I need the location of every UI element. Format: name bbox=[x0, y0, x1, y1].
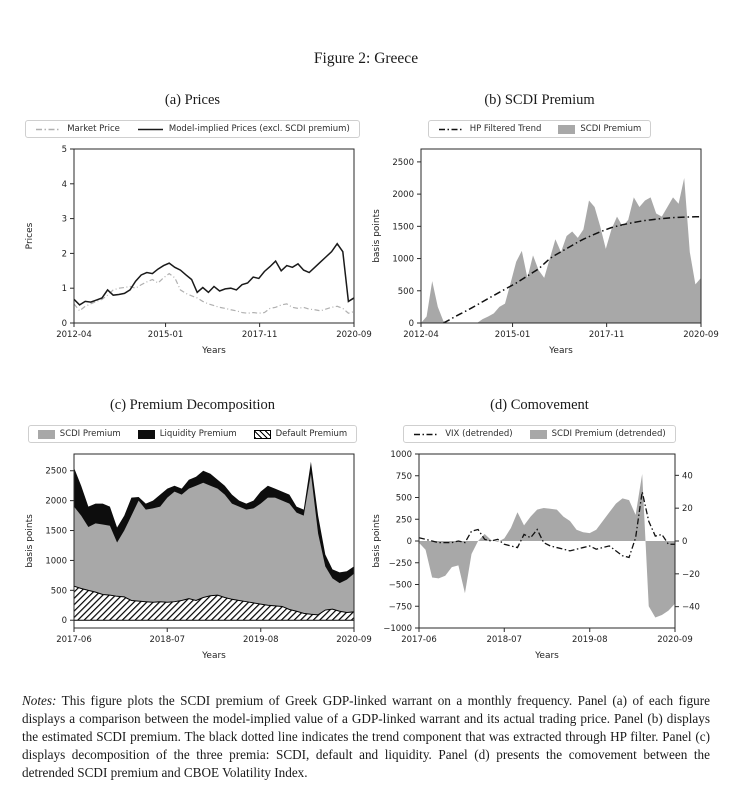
chart-c-premium-decomposition bbox=[22, 446, 372, 662]
chart-d-comovement bbox=[369, 446, 711, 662]
y-tick-label: −250 bbox=[388, 558, 412, 569]
chart-b-scdi-premium bbox=[369, 141, 719, 357]
legend-item bbox=[137, 124, 350, 134]
y-axis-label: basis points bbox=[371, 514, 382, 568]
x-tick-label: 2018-07 bbox=[148, 635, 185, 645]
x-tick-label: 2012-04 bbox=[55, 330, 92, 340]
panel-c-title: (c) Premium Decomposition bbox=[109, 397, 276, 413]
notes-label: Notes: bbox=[22, 693, 57, 708]
legend-dashdot-line-swatch bbox=[35, 125, 62, 134]
legend-label: VIX (detrended) bbox=[445, 429, 513, 439]
y-tick-label: 1500 bbox=[391, 222, 414, 233]
legend-item bbox=[138, 429, 237, 439]
y-tick-label: 2000 bbox=[391, 190, 414, 201]
y-tick-label: 500 bbox=[395, 493, 412, 504]
panel-a-legend bbox=[25, 120, 360, 138]
y-tick-label: 2000 bbox=[44, 496, 67, 507]
x-tick-label: 2015-01 bbox=[494, 330, 530, 340]
figure-notes bbox=[22, 692, 710, 782]
scdi-premium-area bbox=[421, 178, 701, 323]
plot-border bbox=[74, 149, 354, 323]
panel-b-title: (b) SCDI Premium bbox=[484, 92, 595, 108]
y-tick-label: 5 bbox=[61, 145, 67, 155]
y-tick-label: 0 bbox=[406, 537, 412, 547]
y-tick-label: 1500 bbox=[44, 526, 67, 537]
legend-dashdot-line-swatch bbox=[413, 430, 440, 439]
panel-a-title: (a) Prices bbox=[164, 92, 221, 108]
model-implied-line bbox=[74, 244, 354, 305]
x-tick-label: 2020-09 bbox=[656, 635, 693, 645]
y-tick-label: −1000 bbox=[382, 624, 412, 634]
y-axis-label: Prices bbox=[24, 222, 35, 250]
y-tick-label: 1000 bbox=[389, 450, 412, 460]
y-tick-label: 4 bbox=[61, 179, 67, 190]
legend-label: Liquidity Premium bbox=[159, 429, 237, 439]
x-tick-label: 2020-09 bbox=[335, 635, 372, 645]
y-tick-label: 2500 bbox=[391, 157, 414, 168]
x-tick-label: 2017-06 bbox=[400, 635, 437, 645]
y2-tick-label: 40 bbox=[681, 471, 693, 482]
chart-a-prices bbox=[22, 141, 372, 357]
y-tick-label: 0 bbox=[61, 616, 67, 627]
legend-item bbox=[38, 429, 121, 439]
y-tick-label: 2 bbox=[61, 249, 67, 260]
legend-item bbox=[35, 124, 120, 134]
x-tick-label: 2012-04 bbox=[402, 330, 439, 340]
x-tick-label: 2017-06 bbox=[55, 635, 92, 645]
legend-label: HP Filtered Trend bbox=[469, 124, 542, 134]
x-axis-label: Years bbox=[201, 346, 226, 356]
x-tick-label: 2019-08 bbox=[242, 635, 279, 645]
panel-c-legend bbox=[28, 425, 357, 443]
legend-item bbox=[254, 429, 348, 439]
panel-grid bbox=[20, 92, 719, 662]
legend-solid-line-swatch bbox=[137, 125, 164, 134]
y-tick-label: −750 bbox=[388, 602, 412, 613]
x-tick-label: 2020-09 bbox=[682, 330, 719, 340]
panel-d-title: (d) Comovement bbox=[490, 397, 589, 413]
y-tick-label: 750 bbox=[395, 471, 412, 482]
notes-text: This figure plots the SCDI premium of Greek GDP-linked warrant on a monthly frequency. Panel (a) of each figure displays a comparison between the model-implied value of a GDP-linked warrant and its actual trading price. Panel (b) displays the estimated SCDI premium. The black dotted line indicates the trend component that was extracted through HP filter. Panel (c) displays decomposition of the three premia: SCDI, default and liquidity. Panel (d) presents the comovement between the detrended SCDI premium and CBOE Volatility Index. bbox=[22, 693, 710, 780]
legend-item bbox=[413, 429, 512, 439]
x-tick-label: 2017-11 bbox=[241, 330, 277, 340]
y-tick-label: 0 bbox=[408, 319, 414, 329]
panel-c bbox=[20, 397, 372, 662]
y2-tick-label: −40 bbox=[681, 602, 700, 613]
legend-item bbox=[438, 124, 542, 134]
y-tick-label: 1000 bbox=[44, 556, 67, 567]
y-axis-label: basis points bbox=[371, 209, 382, 263]
legend-hatch-swatch bbox=[254, 430, 271, 439]
x-axis-label: Years bbox=[548, 346, 573, 356]
legend-patch-swatch bbox=[558, 125, 575, 134]
panel-b bbox=[367, 92, 719, 357]
legend-label: SCDI Premium bbox=[59, 429, 121, 439]
legend-patch-swatch bbox=[138, 430, 155, 439]
y-tick-label: 500 bbox=[397, 286, 414, 297]
figure-title: Figure 2: Greece bbox=[313, 50, 419, 67]
x-tick-label: 2018-07 bbox=[485, 635, 522, 645]
y-tick-label: 2500 bbox=[44, 466, 67, 477]
panel-d bbox=[367, 397, 712, 662]
panel-b-legend bbox=[428, 120, 652, 138]
legend-label: SCDI Premium bbox=[580, 124, 642, 134]
legend-item bbox=[558, 124, 641, 134]
y2-tick-label: 0 bbox=[681, 537, 687, 547]
legend-label: Default Premium bbox=[275, 429, 348, 439]
legend-label: SCDI Premium (detrended) bbox=[551, 429, 666, 439]
panel-d-legend bbox=[403, 425, 676, 443]
legend-label: Model-implied Prices (excl. SCDI premium) bbox=[168, 124, 350, 134]
y2-tick-label: 20 bbox=[681, 504, 693, 515]
legend-dashdot-line-swatch bbox=[438, 125, 465, 134]
y-tick-label: 1 bbox=[61, 284, 67, 295]
y-tick-label: 0 bbox=[61, 319, 67, 329]
y-tick-label: 1000 bbox=[391, 254, 414, 265]
market-price-line bbox=[74, 274, 354, 314]
scdi-premium-detrended-area bbox=[419, 474, 675, 618]
legend-patch-swatch bbox=[38, 430, 55, 439]
y-tick-label: 3 bbox=[61, 214, 67, 225]
y-tick-label: 250 bbox=[395, 515, 412, 526]
y2-tick-label: −20 bbox=[681, 569, 700, 580]
panel-a bbox=[20, 92, 372, 357]
legend-item bbox=[530, 429, 666, 439]
y-tick-label: 500 bbox=[50, 586, 67, 597]
y-tick-label: −500 bbox=[388, 580, 412, 591]
x-axis-label: Years bbox=[534, 651, 559, 661]
x-tick-label: 2020-09 bbox=[335, 330, 372, 340]
legend-patch-swatch bbox=[530, 430, 547, 439]
x-axis-label: Years bbox=[201, 651, 226, 661]
x-tick-label: 2015-01 bbox=[147, 330, 183, 340]
y-axis-label: basis points bbox=[24, 514, 35, 568]
legend-label: Market Price bbox=[67, 124, 120, 134]
x-tick-label: 2019-08 bbox=[571, 635, 608, 645]
x-tick-label: 2017-11 bbox=[588, 330, 624, 340]
